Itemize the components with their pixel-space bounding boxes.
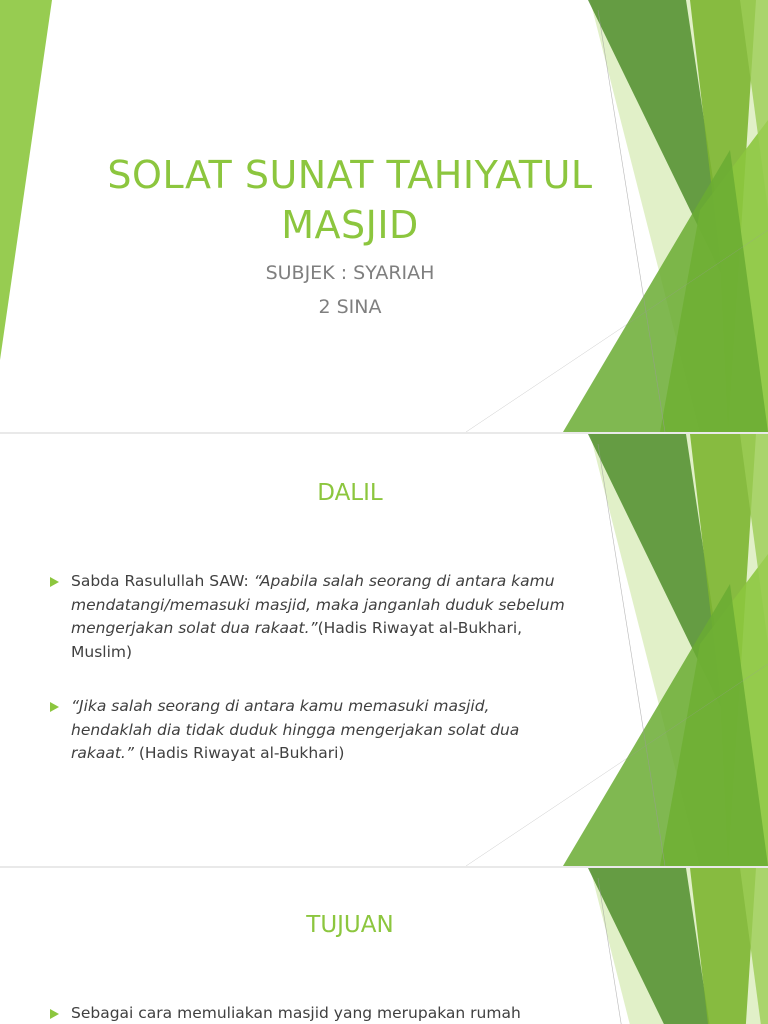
slide-heading: TUJUAN <box>306 912 394 938</box>
bullet-source: (Hadis Riwayat al-Bukhari) <box>133 744 345 762</box>
list-item <box>48 1002 568 1024</box>
bullet-prefix: Sabda Rasulullah SAW: <box>71 572 254 590</box>
slide-title <box>0 0 768 432</box>
bullet-source: (Hadis Riwayat al-Bukhari, Muslim) <box>71 619 523 661</box>
slide-heading: DALIL <box>317 480 383 506</box>
list-item <box>48 570 568 664</box>
list-item <box>48 695 568 766</box>
slide-subtitle-subject: SUBJEK : SYARIAH <box>265 262 435 284</box>
bullet-quote: “Jika salah seorang di antara kamu memasuki masjid, hendaklah dia tidak duduk hingga mengerjakan solat dua rakaat.” <box>71 697 520 762</box>
slide-title-text: SOLAT SUNAT TAHIYATUL MASJID <box>107 153 593 247</box>
bullet-list <box>48 570 568 797</box>
bullet-arrow-icon <box>50 702 59 712</box>
bullet-arrow-icon <box>50 1009 59 1019</box>
bullet-arrow-icon <box>50 577 59 587</box>
bullet-text: Sebagai cara memuliakan masjid yang merupakan rumah <box>71 1004 521 1022</box>
bullet-list <box>48 1002 568 1024</box>
slide-dalil <box>0 434 768 866</box>
bullet-quote: “Apabila salah seorang di antara kamu mendatangi/memasuki masjid, maka janganlah duduk sebelum mengerjakan solat dua rakaat.” <box>71 572 565 637</box>
slide-tujuan <box>0 868 768 1024</box>
slide-subtitle-class: 2 SINA <box>318 296 382 318</box>
slide-decoration <box>0 868 768 1024</box>
